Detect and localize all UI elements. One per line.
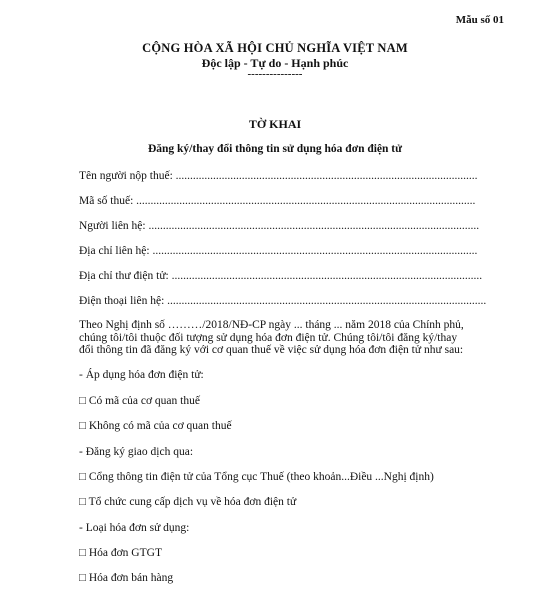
checkbox-sales-invoice: □ Hóa đơn bán hàng [79, 572, 174, 584]
national-motto: Độc lập - Tự do - Hạnh phúc [201, 56, 349, 70]
section-einvoice-application: - Áp dụng hóa đơn điện tử: [79, 369, 204, 381]
national-title: CỘNG HÒA XÃ HỘI CHỦ NGHĨA VIỆT NAM [142, 41, 408, 55]
checkbox-with-tax-code: □ Có mã của cơ quan thuế [79, 395, 200, 407]
checkbox-tax-portal: □ Cổng thông tin điện tử của Tổng cục Thuế (theo khoản...Điều ...Nghị định) [79, 471, 434, 483]
field-contact-address: Địa chỉ liên hệ: ................................................................................................................. [79, 245, 478, 257]
field-email: Địa chỉ thư điện tử: ............................................................................................................ [79, 270, 483, 282]
section-transaction-registration: - Đăng ký giao dịch qua: [79, 446, 194, 458]
form-number: Mẫu số 01 [455, 14, 504, 26]
intro-paragraph: Theo Nghị định số ………/2018/NĐ-CP ngày ... tháng ... năm 2018 của Chính phủ, chúng tôi/tôi thuộc đối tượng sử dụng hóa đơn điện tử. Chúng tôi/tôi đăng ký/thay đổi thông tin đã đăng ký với cơ quan thuế về việc sử dụng hóa đơn điện tử như sau: [79, 319, 464, 356]
field-tax-code: Mã số thuế: ...................................................................................................................... [79, 195, 476, 207]
document-title: TỜ KHAI [248, 117, 302, 131]
document-subtitle: Đăng ký/thay đổi thông tin sử dụng hóa đơn điện tử [147, 143, 403, 155]
section-invoice-type: - Loại hóa đơn sử dụng: [79, 522, 190, 534]
checkbox-without-tax-code: □ Không có mã của cơ quan thuế [79, 420, 232, 432]
header-divider: --------------- [247, 68, 303, 80]
field-phone: Điện thoại liên hệ: ............................................................................................................... [79, 295, 487, 307]
checkbox-vat-invoice: □ Hóa đơn GTGT [79, 547, 162, 559]
field-contact-person: Người liên hệ: ................................................................................................................... [79, 220, 480, 232]
field-taxpayer-name: Tên người nộp thuế: ......................................................................................................... [79, 170, 478, 182]
checkbox-service-provider: □ Tổ chức cung cấp dịch vụ về hóa đơn điện tử [79, 496, 297, 508]
